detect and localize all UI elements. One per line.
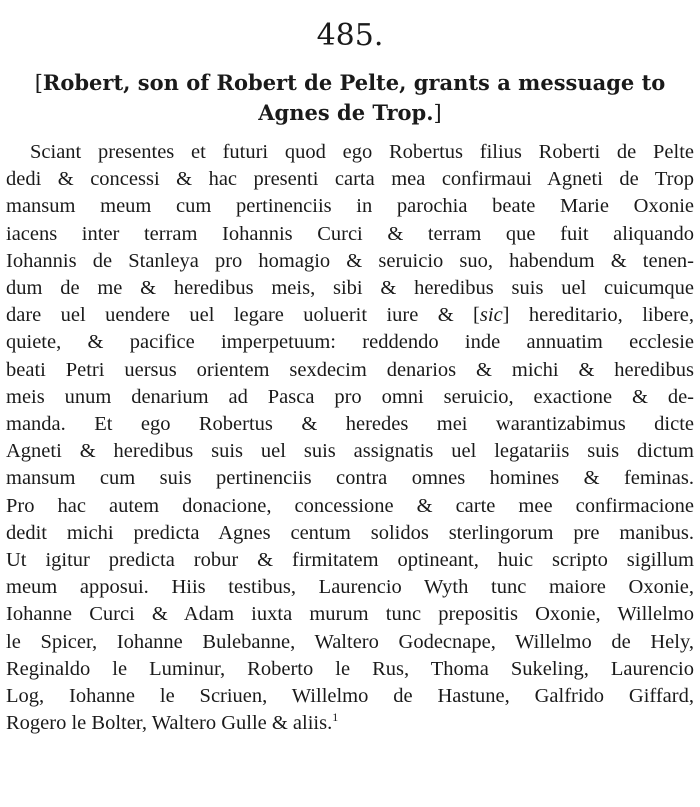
text-line: Reginaldo le Luminur, Roberto le Rus, Thoma Sukeling, Laurencio: [6, 657, 694, 680]
text-line-last: [6, 710, 694, 737]
text-line: Agneti & heredibus suis uel suis assignatis uel legatariis suis dictum: [6, 440, 694, 463]
text-line: dum de me & heredibus meis, sibi & heredibus suis uel cuicumque: [6, 277, 694, 300]
text-line: dedit michi predicta Agnes centum solidos sterlingorum pre manibus.: [6, 521, 694, 544]
text-line: le Spicer, Iohanne Bulebanne, Waltero Godecnape, Willelmo de Hely,: [6, 630, 694, 653]
text-line: meum apposui. Hiis testibus, Laurencio Wyth tunc maiore Oxonie,: [6, 576, 694, 599]
text-line: Iohannis de Stanleya pro homagio & seruicio suo, habendum & tenen-: [6, 249, 694, 272]
text-line: dedi & concessi & hac presenti carta mea confirmaui Agneti de Trop: [6, 168, 694, 191]
title-text-2: Agnes de Trop.: [258, 100, 434, 125]
footnote-marker: 1: [332, 710, 339, 725]
text-line: mansum cum suis pertinenciis contra omnes homines & feminas.: [6, 467, 694, 490]
sic-after: ] hereditario, libere,: [502, 304, 694, 327]
text-line: beati Petri uersus orientem sexdecim denarios & michi & heredibus: [6, 358, 694, 381]
sic-before: dare uel uendere uel legare uoluerit iure & [: [6, 304, 480, 327]
title-text-1: Robert, son of Robert de Pelte, grants a messuage to: [42, 70, 666, 95]
text-line: Pro hac autem donacione, concessione & carte mee confirmacione: [6, 494, 694, 517]
text-line: Sciant presentes et futuri quod ego Robertus filius Roberti de Pelte: [30, 141, 694, 163]
title-close-bracket: ]: [433, 101, 442, 125]
title-line-2: [0, 98, 700, 128]
text-line: manda. Et ego Robertus & heredes mei warantizabimus dicte: [6, 413, 694, 436]
text-line: Ut igitur predicta robur & firmitatem optineant, huic scripto sigillum: [6, 549, 694, 572]
text-line: meis unum denarium ad Pasca pro omni seruicio, exactione & de-: [6, 385, 694, 408]
title-line-1: [0, 68, 700, 98]
text-line: mansum meum cum pertinenciis in parochia beate Marie Oxonie: [6, 195, 694, 218]
sic-mark: sic: [479, 304, 503, 327]
title-open-bracket: [: [34, 71, 43, 95]
document-number: 485.: [316, 18, 384, 53]
charter-text: [6, 139, 694, 737]
text-line-sic: [6, 302, 694, 329]
text-line: iacens inter terram Iohannis Curci & terram que fuit aliquando: [6, 222, 694, 245]
text-line: quiete, & pacifice imperpetuum: reddendo inde annuatim ecclesie: [6, 331, 694, 354]
text-line: Log, Iohanne le Scriuen, Willelmo de Hastune, Galfrido Giffard,: [6, 685, 694, 708]
text-line: Iohanne Curci & Adam iuxta murum tunc prepositis Oxonie, Willelmo: [6, 603, 694, 626]
last-line-text: Rogero le Bolter, Waltero Gulle & aliis.: [6, 712, 333, 735]
document-title: [0, 68, 700, 128]
